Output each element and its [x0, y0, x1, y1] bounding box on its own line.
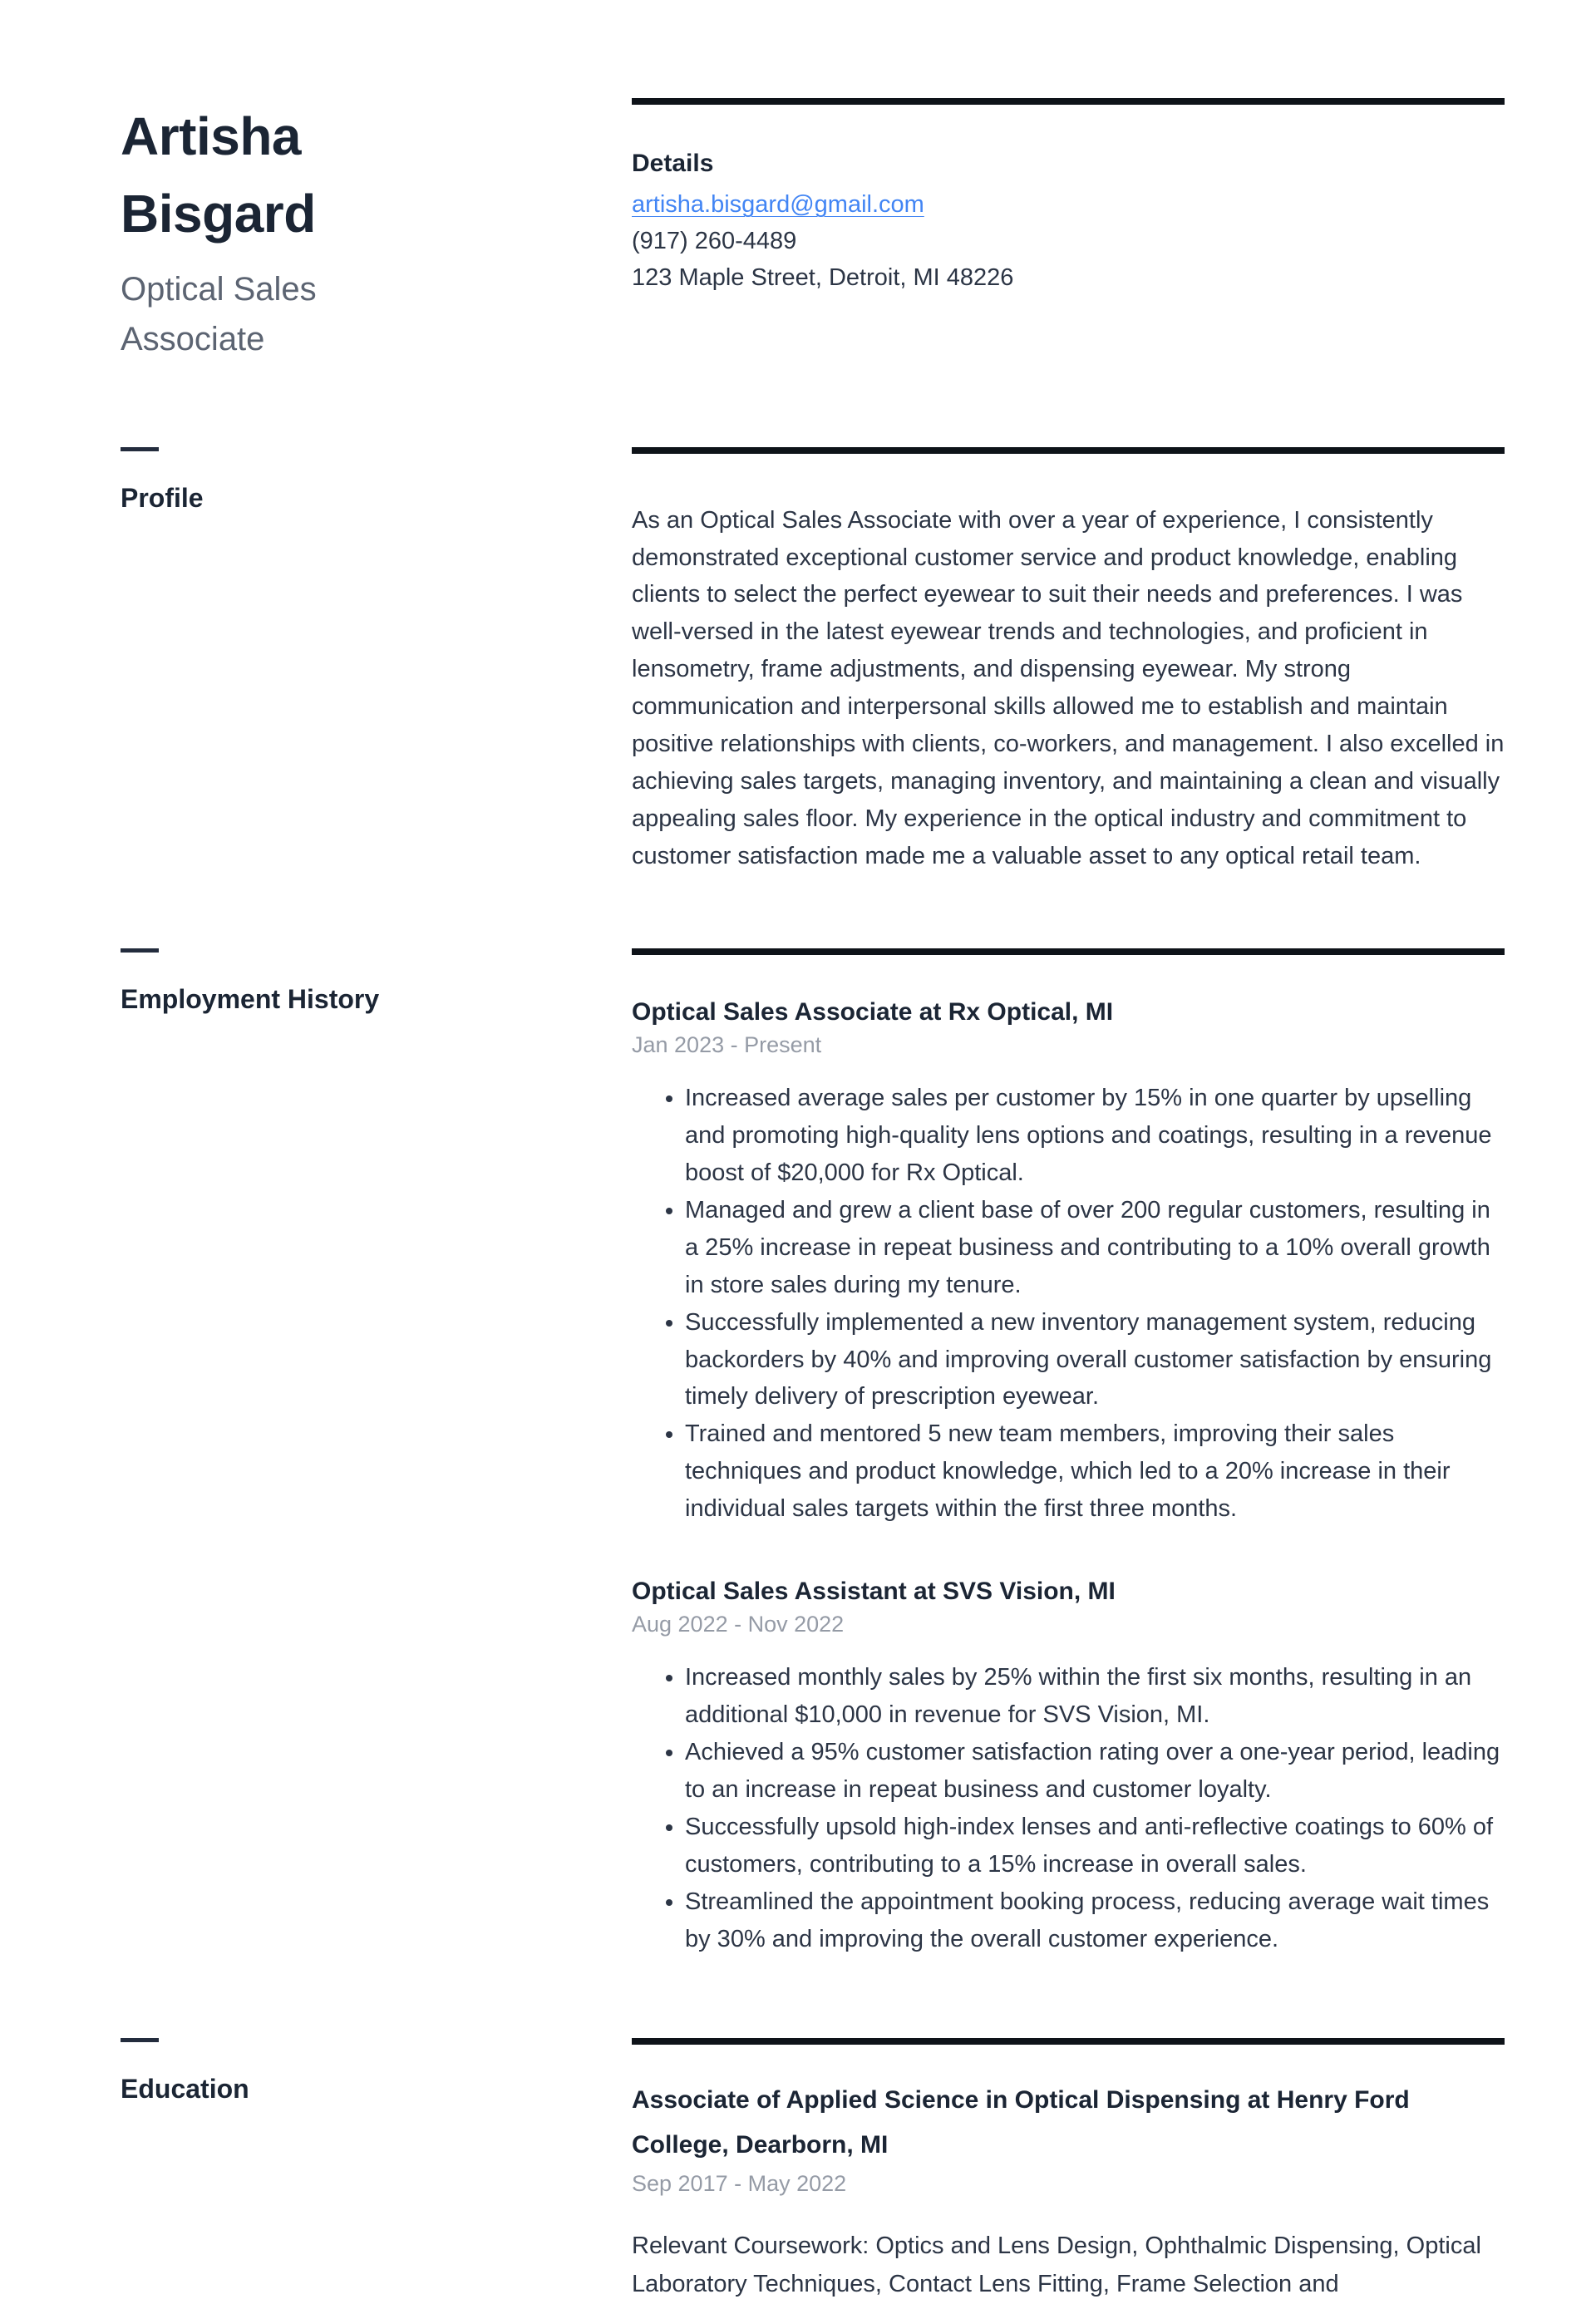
- job-bullet: • Successfully upsold high-index lenses and anti-reflective coatings to 60% of customers, contributing to a 15% increase in overall sales.: [685, 1809, 1505, 1883]
- job-title: Optical Sales Assistant at SVS Vision, MI: [632, 1578, 1116, 1606]
- job-dates: Jan 2023 - Present: [632, 1031, 822, 1057]
- profile-label: Profile: [121, 482, 204, 513]
- job-bullet: • Successfully implemented a new inventory management system, reducing backorders by 40% and improving overall customer satisfaction by ensuring timely delivery of prescription eyewear.: [685, 1304, 1505, 1416]
- header-block: [121, 98, 511, 364]
- job-bullet: • Trained and mentored 5 new team members, improving their sales techniques and product knowledge, which led to a 20% increase in their individual sales targets within the first three months.: [685, 1415, 1505, 1528]
- job-entry: [632, 993, 1505, 1528]
- education-section: [632, 2038, 1505, 2304]
- job-bullets: [632, 1080, 1505, 1528]
- person-title: Optical Sales Associate: [121, 270, 317, 357]
- person-name: Artisha Bisgard: [121, 106, 316, 244]
- profile-divider: [632, 447, 1505, 454]
- employment-divider: [632, 948, 1505, 955]
- education-divider: [632, 2038, 1505, 2045]
- employment-label-block: [121, 948, 511, 2038]
- details-section: [632, 98, 1505, 447]
- job-title: Optical Sales Associate at Rx Optical, MI: [632, 997, 1114, 1026]
- education-dates: Sep 2017 - May 2022: [632, 2170, 847, 2196]
- education-label-block: [121, 2038, 511, 2304]
- contact-email-line: [632, 186, 1505, 223]
- profile-text: As an Optical Sales Associate with over a year of experience, I consistently demonstrated exceptional customer service and product knowledge, enabling clients to select the perfect eyewear to suit their needs and preferences. I was well-versed in the latest eyewear trends and technologies, and proficient in lensometry, frame adjustments, and dispensing eyewear. My strong communication and interpersonal skills allowed me to establish and maintain positive relationships with clients, co-workers, and management. I also excelled in achieving sales targets, managing inventory, and maintaining a clean and visually appealing sales floor. My experience in the optical industry and commitment to customer satisfaction made me a valuable asset to any optical retail team.: [632, 506, 1505, 870]
- job-bullets: [632, 1659, 1505, 1958]
- email-link[interactable]: artisha.bisgard@gmail.com: [632, 191, 924, 218]
- employment-dash: [121, 948, 159, 953]
- education-coursework: Relevant Coursework: Optics and Lens Design, Ophthalmic Dispensing, Optical Laboratory Techniques, Contact Lens Fitting, Frame Selection and: [632, 2232, 1481, 2298]
- contact-address: 123 Maple Street, Detroit, MI 48226: [632, 264, 1014, 292]
- education-label: Education: [121, 2073, 249, 2104]
- job-bullet: • Increased average sales per customer by 15% in one quarter by upselling and promoting high-quality lens options and coatings, resulting in a revenue boost of $20,000 for Rx Optical.: [685, 1080, 1505, 1192]
- job-bullet: • Managed and grew a client base of over 200 regular customers, resulting in a 25% increase in repeat business and contributing to a 10% overall growth in store sales during my tenure.: [685, 1192, 1505, 1304]
- job-entry: [632, 1573, 1505, 1958]
- contact-phone: (917) 260-4489: [632, 228, 797, 255]
- education-dash: [121, 2038, 159, 2042]
- employment-section: [632, 948, 1505, 1958]
- job-bullet: • Achieved a 95% customer satisfaction rating over a one-year period, leading to an increase in repeat business and customer loyalty.: [685, 1734, 1505, 1809]
- details-divider: [632, 98, 1505, 105]
- job-bullet: • Streamlined the appointment booking process, reducing average wait times by 30% and improving the overall customer experience.: [685, 1883, 1505, 1958]
- profile-section: [632, 447, 1505, 948]
- profile-dash: [121, 447, 159, 451]
- job-dates: Aug 2022 - Nov 2022: [632, 1612, 845, 1637]
- education-degree: Associate of Applied Science in Optical Dispensing at Henry Ford College, Dearborn, MI: [632, 2085, 1410, 2159]
- profile-label-block: [121, 447, 511, 948]
- contact-block: [632, 186, 1505, 296]
- details-heading: Details: [632, 150, 714, 177]
- job-bullet: • Increased monthly sales by 25% within the first six months, resulting in an additional $10,000 in revenue for SVS Vision, MI.: [685, 1659, 1505, 1734]
- employment-label: Employment History: [121, 983, 380, 1014]
